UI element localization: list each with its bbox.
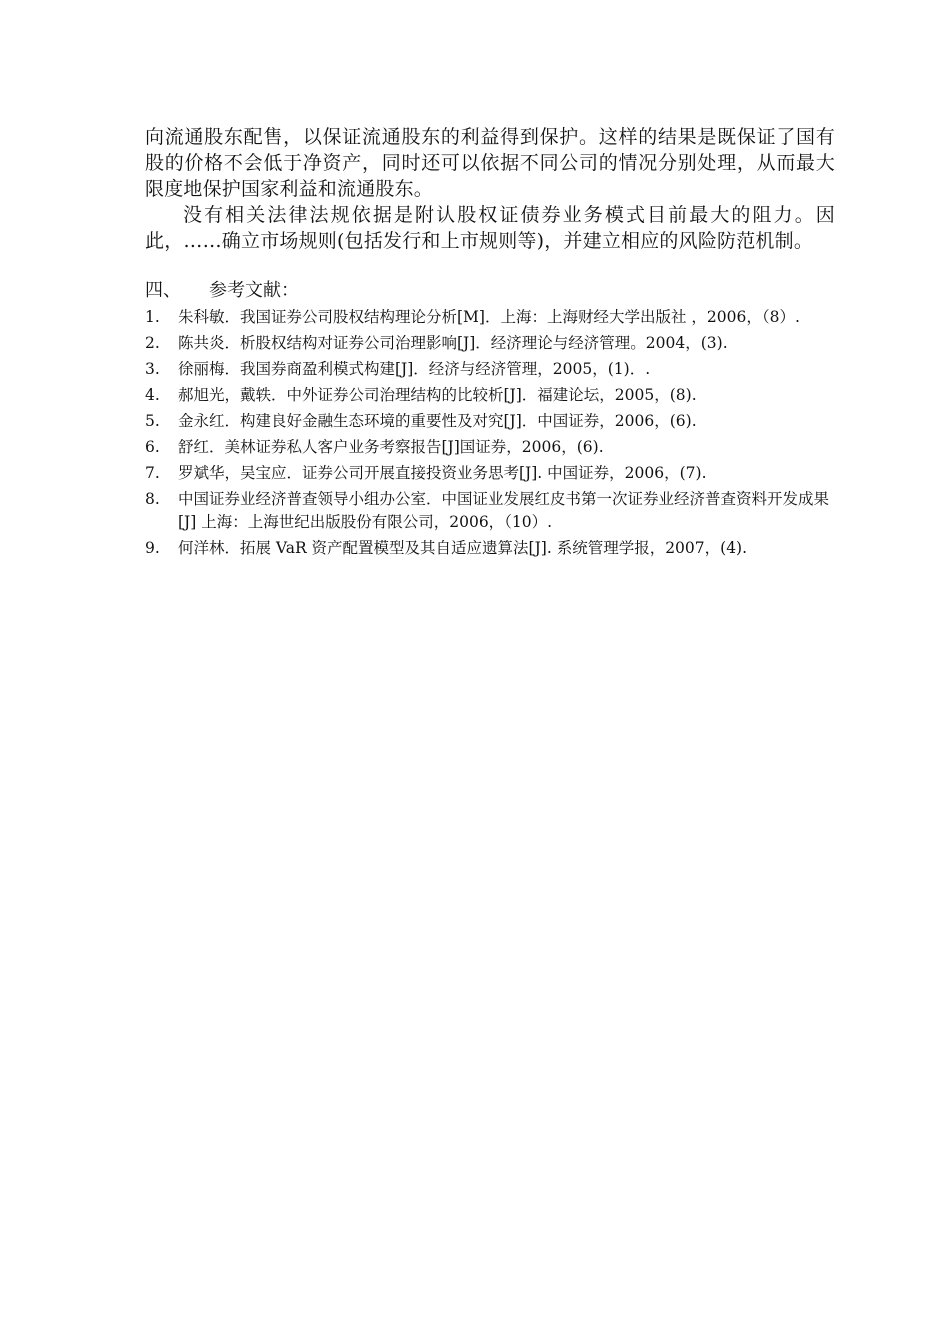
reference-index: 4.	[145, 386, 160, 404]
reference-item	[145, 436, 835, 459]
document-page	[145, 124, 835, 563]
reference-index: 9.	[145, 539, 160, 557]
reference-item	[145, 488, 835, 534]
reference-item	[145, 537, 835, 560]
reference-text: 舒红．美林证券私人客户业务考察报告[J]国证券，2006，(6).	[178, 438, 604, 456]
reference-index: 3.	[145, 360, 160, 378]
references-heading-number: 四、	[145, 280, 181, 301]
reference-item	[145, 358, 835, 381]
references-list	[145, 306, 835, 560]
reference-index: 2.	[145, 334, 160, 352]
reference-item	[145, 306, 835, 329]
reference-text: 罗斌华，吴宝应．证券公司开展直接投资业务思考[J]. 中国证券，2006，(7).	[178, 464, 707, 482]
reference-text: 朱科敏．我国证券公司股权结构理论分析[M]．上海：上海财经大学出版社 ，2006，（8）.	[178, 308, 800, 326]
reference-index: 8.	[145, 490, 160, 508]
references-heading-title: 参考文献：	[209, 280, 299, 301]
reference-index: 6.	[145, 438, 160, 456]
reference-index: 5.	[145, 412, 160, 430]
body-paragraph-1: 向流通股东配售，以保证流通股东的利益得到保护。这样的结果是既保证了国有股的价格不会低于净资产，同时还可以依据不同公司的情况分别处理，从而最大限度地保护国家利益和流通股东。	[145, 126, 835, 200]
reference-text: 何洋林．拓展 VaR 资产配置模型及其自适应遗算法[J]. 系统管理学报，2007，(4).	[178, 539, 748, 557]
body-paragraph-2: 没有相关法律法规依据是附认股权证债券业务模式目前最大的阻力。因此，……确立市场规则(包括发行和上市规则等)，并建立相应的风险防范机制。	[145, 204, 835, 252]
reference-item	[145, 410, 835, 433]
reference-index: 7.	[145, 464, 160, 482]
reference-item	[145, 384, 835, 407]
references-heading	[145, 278, 835, 304]
reference-text: 陈共炎．析股权结构对证券公司治理影响[J]．经济理论与经济管理。2004，(3).	[178, 334, 728, 352]
reference-item	[145, 332, 835, 355]
reference-text: 中国证券业经济普查领导小组办公室．中国证业发展红皮书第一次证券业经济普查资料开发成果[J] 上海：上海世纪出版股份有限公司，2006，（10）.	[178, 490, 830, 531]
reference-text: 徐丽梅．我国券商盈利模式构建[J]．经济与经济管理，2005，(1)．.	[178, 360, 651, 378]
reference-index: 1.	[145, 308, 160, 326]
reference-text: 郝旭光，戴轶．中外证券公司治理结构的比较析[J]．福建论坛，2005，(8).	[178, 386, 697, 404]
reference-item	[145, 462, 835, 485]
reference-text: 金永红．构建良好金融生态环境的重要性及对究[J]．中国证券，2006，(6).	[178, 412, 697, 430]
